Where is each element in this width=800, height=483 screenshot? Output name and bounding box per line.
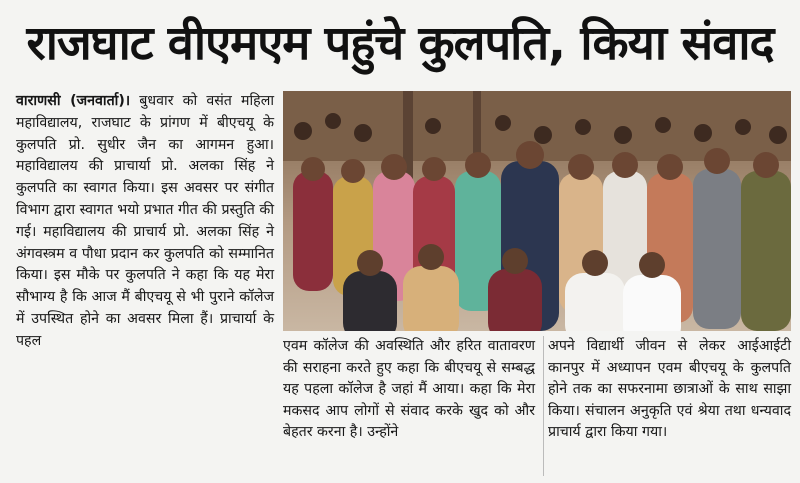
article-column-left (16, 91, 274, 353)
headline: राजघाट वीएमएम पहुंचे कुलपति, किया संवाद (26, 16, 774, 71)
article-column-middle (283, 336, 535, 444)
article-text-right: अपने विद्यार्थी जीवन से लेकर आईआईटी कानपुर में अध्यापन एवम बीएचयू के कुलपति होने तक का सफरनामा छात्राओं के साथ साझा किया। संचालन अनुकृति एवं श्रेया तथा धन्यवाद प्राचार्य द्वारा किया गया। (548, 338, 791, 441)
column-divider (543, 336, 544, 476)
article-text-left: बुधवार को वसंत महिला महाविद्यालय, राजघाट के प्रांगण में बीएचयू के कुलपति प्रो. सुधीर जैन का आगमन हुआ। महाविद्यालय की प्राचार्या प्रो. अलका सिंह ने कुलपति का स्वागत किया। इस अवसर पर संगीत विभाग द्वारा स्वागत भयो प्रभात गीत की प्रस्तुति की गई। महाविद्यालय की प्राचार्य प्रो. अलका सिंह ने अंगवस्त्रम व पौधा प्रदान कर कुलपति को सम्मानित किया। इस मौके पर कुलपति ने कहा कि यह मेरा सौभाग्य है कि आज मैं बीएचयू से भी पुराने कॉलेज में उपस्थित होने का अवसर मिला हैं। प्राचार्या के पहल (16, 93, 274, 349)
dateline: वाराणसी (जनवार्ता)। (16, 93, 131, 109)
article-text-middle: एवम कॉलेज की अवस्थिति और हरित वातावरण की सराहना करते हुए कहा कि बीएचयू से सम्बद्ध यह पहला कॉलेज है जहां मैं आया। कहा कि मेरा मकसद आप लोगों से संवाद करके खुद को और बेहतर करना है। उन्होंने (283, 338, 535, 441)
group-photo-illustration (283, 91, 791, 331)
group-photo (283, 91, 791, 331)
article-column-right (548, 336, 791, 444)
